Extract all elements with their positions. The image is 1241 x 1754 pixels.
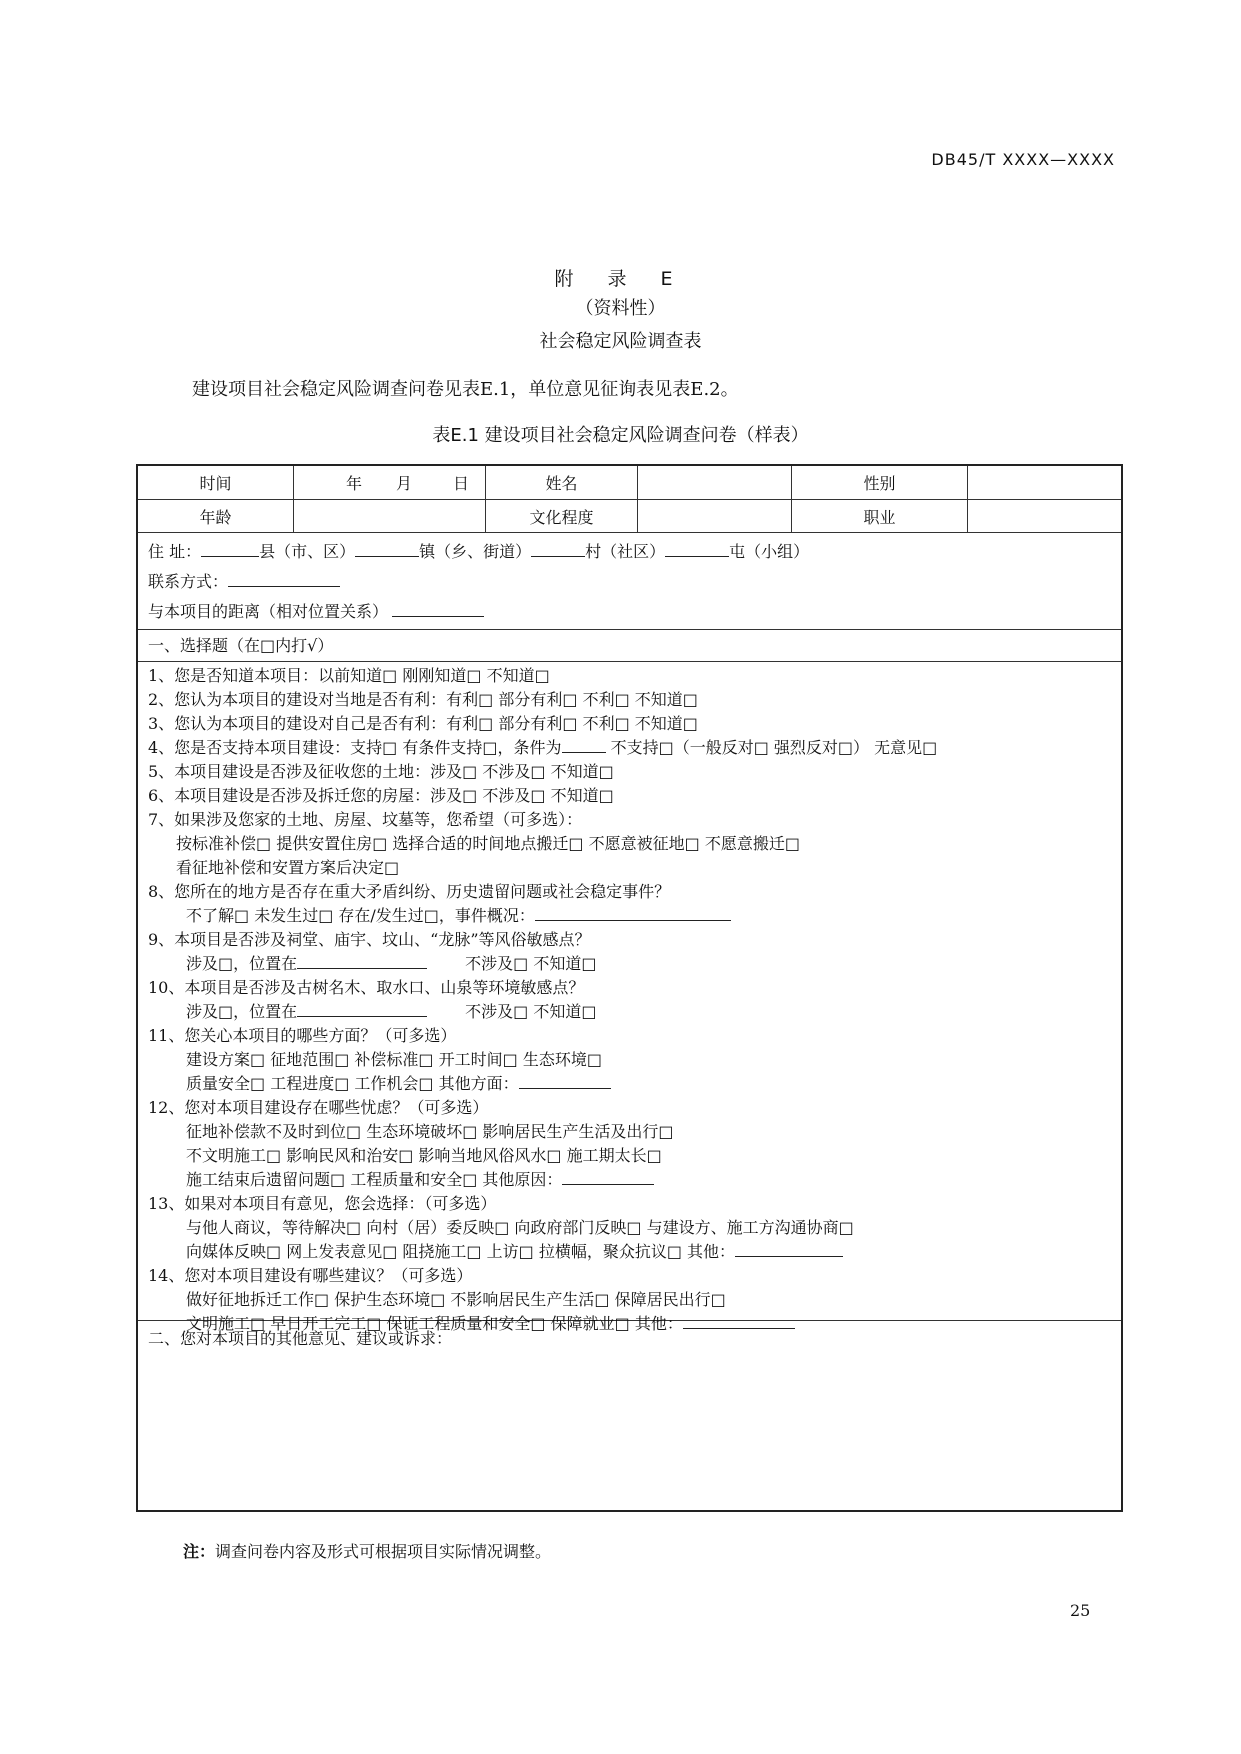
day-label: 日 [453, 474, 470, 493]
question-10-options-a: 涉及□，位置在 [186, 1002, 298, 1021]
question-10-options[interactable] [186, 1000, 596, 1024]
question-13-options-2[interactable] [186, 1240, 843, 1264]
name-label: 姓名 [486, 466, 638, 499]
contact-line [148, 570, 340, 594]
question-14-options-2-text: 文明施工□ 早日开工完工□ 保证工程质量和安全□ 保障就业□ 其他： [186, 1314, 683, 1333]
month-label: 月 [396, 474, 413, 493]
appendix-name: 社会稳定风险调查表 [539, 331, 702, 352]
distance-line [148, 600, 484, 624]
address-label: 住 址： [148, 542, 202, 561]
occupation-field[interactable] [968, 500, 1123, 532]
contact-blank[interactable] [228, 570, 340, 587]
page-number: 25 [1070, 1601, 1091, 1620]
intro-paragraph: 建设项目社会稳定风险调查问卷见表E.1，单位意见征询表见表E.2。 [192, 379, 739, 400]
question-12-options-3[interactable] [186, 1168, 654, 1192]
question-10-options-b: 不涉及□ 不知道□ [465, 1002, 597, 1021]
question-9-options-a: 涉及□，位置在 [186, 954, 298, 973]
county-label: 县（市、区） [259, 542, 356, 561]
question-2[interactable]: 2、您认为本项目的建设对当地是否有利：有利□ 部分有利□ 不利□ 不知道□ [148, 690, 698, 709]
age-field[interactable] [294, 500, 486, 532]
question-13: 13、如果对本项目有意见，您会选择：（可多选） [148, 1194, 497, 1213]
info-row-1 [138, 466, 1121, 500]
question-11-options-1[interactable]: 建设方案□ 征地范围□ 补偿标准□ 开工时间□ 生态环境□ [186, 1050, 602, 1069]
question-14-options-1[interactable]: 做好征地拆迁工作□ 保护生态环境□ 不影响居民生产生活□ 保障居民出行□ [186, 1290, 726, 1309]
q4-condition-blank[interactable] [562, 736, 606, 753]
question-12-options-3-text: 施工结束后遗留问题□ 工程质量和安全□ 其他原因： [186, 1170, 563, 1189]
county-blank[interactable] [201, 540, 259, 557]
question-9: 9、本项目是否涉及祠堂、庙宇、坟山、“龙脉”等风俗敏感点？ [148, 930, 591, 949]
question-12: 12、您对本项目建设存在哪些忧虑？（可多选） [148, 1098, 489, 1117]
section-1-header [138, 630, 1121, 662]
question-4[interactable] [148, 736, 937, 760]
section-2[interactable] [138, 1321, 1121, 1511]
question-13-options-1[interactable]: 与他人商议，等待解决□ 向村（居）委反映□ 向政府部门反映□ 与建设方、施工方沟通协商□ [186, 1218, 854, 1237]
question-8-options[interactable] [186, 904, 731, 928]
age-label: 年龄 [138, 500, 294, 532]
q8-event-blank[interactable] [535, 904, 731, 921]
question-7-options-2[interactable]: 看征地补偿和安置方案后决定□ [176, 858, 400, 877]
question-1[interactable]: 1、您是否知道本项目：以前知道□ 刚刚知道□ 不知道□ [148, 666, 550, 685]
contact-label: 联系方式： [148, 572, 229, 591]
appendix-nature: （资料性） [575, 298, 666, 319]
date-field[interactable] [294, 466, 486, 499]
distance-label: 与本项目的距离（相对位置关系） [148, 602, 389, 621]
occupation-label: 职业 [792, 500, 968, 532]
q13-other-blank[interactable] [735, 1240, 843, 1257]
group-label: 屯（小组） [729, 542, 810, 561]
question-12-options-2[interactable]: 不文明施工□ 影响民风和治安□ 影响当地风俗风水□ 施工期太长□ [186, 1146, 662, 1165]
standard-code: DB45/T XXXX—XXXX [931, 150, 1115, 169]
question-13-options-2-text: 向媒体反映□ 网上发表意见□ 阻挠施工□ 上访□ 拉横幅，聚众抗议□ 其他： [186, 1242, 736, 1261]
question-4-part-b: 不支持□（一般反对□ 强烈反对□） 无意见□ [605, 738, 938, 757]
table-caption: 表E.1 建设项目社会稳定风险调查问卷（样表） [432, 425, 809, 446]
gender-label: 性别 [792, 466, 968, 499]
appendix-title: 附 录 E [554, 268, 687, 290]
footnote-text: 调查问卷内容及形式可根据项目实际情况调整。 [215, 1542, 552, 1561]
address-line [148, 540, 809, 564]
education-field[interactable] [638, 500, 792, 532]
town-blank[interactable] [355, 540, 419, 557]
questions-block [138, 662, 1121, 1333]
question-9-options-b: 不涉及□ 不知道□ [465, 954, 597, 973]
group-blank[interactable] [665, 540, 729, 557]
village-label: 村（社区） [585, 542, 666, 561]
gender-field[interactable] [968, 466, 1123, 499]
question-9-options[interactable] [186, 952, 596, 976]
question-11-options-2[interactable] [186, 1072, 611, 1096]
section-2-title: 二、您对本项目的其他意见、建议或诉求： [148, 1329, 453, 1348]
name-field[interactable] [638, 466, 792, 499]
question-7-options-1[interactable]: 按标准补偿□ 提供安置住房□ 选择合适的时间地点搬迁□ 不愿意被征地□ 不愿意搬迁□ [176, 834, 800, 853]
questionnaire-form [136, 464, 1123, 1512]
info-row-2 [138, 500, 1121, 533]
town-label: 镇（乡、街道） [419, 542, 532, 561]
question-8: 8、您所在的地方是否存在重大矛盾纠纷、历史遗留问题或社会稳定事件？ [148, 882, 671, 901]
distance-blank[interactable] [392, 600, 484, 617]
question-7: 7、如果涉及您家的土地、房屋、坟墓等，您希望（可多选）： [148, 810, 583, 829]
question-12-options-1[interactable]: 征地补偿款不及时到位□ 生态环境破坏□ 影响居民生产生活及出行□ [186, 1122, 674, 1141]
question-14: 14、您对本项目建设有哪些建议？（可多选） [148, 1266, 473, 1285]
q11-other-blank[interactable] [519, 1072, 611, 1089]
question-5[interactable]: 5、本项目建设是否涉及征收您的土地：涉及□ 不涉及□ 不知道□ [148, 762, 614, 781]
question-10: 10、本项目是否涉及古树名木、取水口、山泉等环境敏感点？ [148, 978, 585, 997]
section-1-title: 一、选择题（在□内打√） [148, 636, 334, 655]
year-label: 年 [346, 474, 363, 493]
question-11: 11、您关心本项目的哪些方面？（可多选） [148, 1026, 457, 1045]
time-label: 时间 [138, 466, 294, 499]
address-block [138, 533, 1121, 630]
village-blank[interactable] [531, 540, 585, 557]
question-4-part-a: 4、您是否支持本项目建设：支持□ 有条件支持□，条件为 [148, 738, 562, 757]
q12-other-blank[interactable] [562, 1168, 654, 1185]
question-8-options-text: 不了解□ 未发生过□ 存在/发生过□，事件概况： [186, 906, 535, 925]
education-label: 文化程度 [486, 500, 638, 532]
footnote-label: 注： [183, 1542, 216, 1561]
q10-location-blank[interactable] [297, 1000, 427, 1017]
question-3[interactable]: 3、您认为本项目的建设对自己是否有利：有利□ 部分有利□ 不利□ 不知道□ [148, 714, 698, 733]
q9-location-blank[interactable] [297, 952, 427, 969]
question-11-options-2-text: 质量安全□ 工程进度□ 工作机会□ 其他方面： [186, 1074, 519, 1093]
question-6[interactable]: 6、本项目建设是否涉及拆迁您的房屋：涉及□ 不涉及□ 不知道□ [148, 786, 614, 805]
footnote [183, 1539, 551, 1562]
